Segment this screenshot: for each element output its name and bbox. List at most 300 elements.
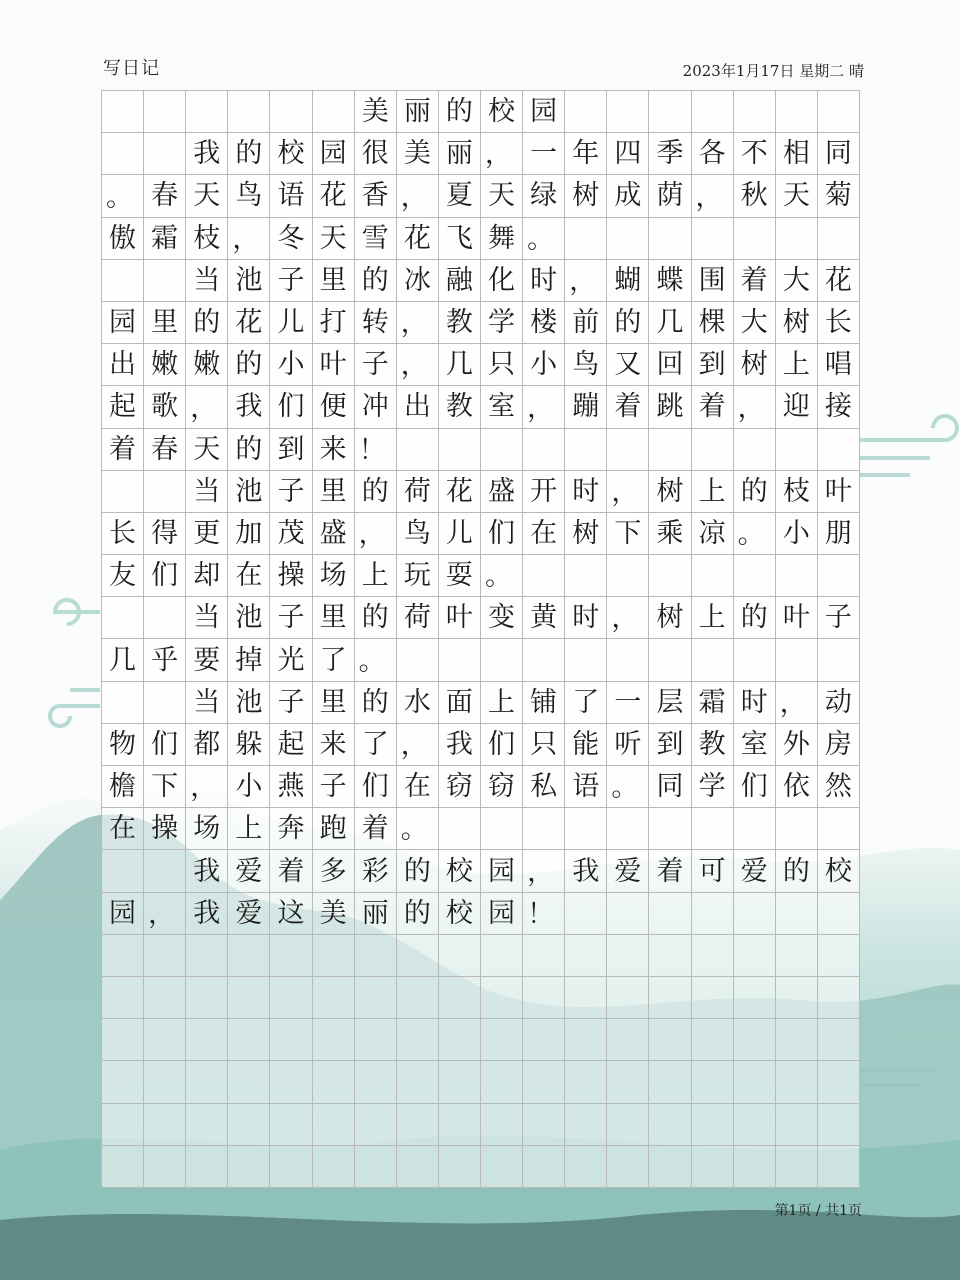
grid-cell bbox=[607, 977, 649, 1019]
grid-cell bbox=[818, 893, 860, 935]
grid-cell bbox=[481, 977, 523, 1019]
grid-cell bbox=[397, 977, 439, 1019]
grid-char: 同 bbox=[649, 766, 691, 808]
grid-char: 我 bbox=[186, 893, 228, 935]
grid-char: 相 bbox=[776, 133, 818, 175]
grid-cell bbox=[734, 893, 776, 935]
grid-cell bbox=[776, 1019, 818, 1061]
grid-char: 当 bbox=[186, 597, 228, 639]
grid-char: 树 bbox=[776, 302, 818, 344]
grid-char: 各 bbox=[692, 133, 734, 175]
grid-char: 了 bbox=[355, 724, 397, 766]
grid-cell bbox=[397, 639, 439, 681]
grid-cell bbox=[776, 91, 818, 133]
grid-cell bbox=[607, 91, 649, 133]
grid-cell bbox=[776, 1104, 818, 1146]
grid-char: 春 bbox=[144, 175, 186, 217]
grid-char: ， bbox=[481, 133, 523, 175]
grid-char: 在 bbox=[228, 555, 270, 597]
grid-char: 树 bbox=[565, 513, 607, 555]
grid-char: 园 bbox=[313, 133, 355, 175]
grid-char: 里 bbox=[313, 682, 355, 724]
grid-char: 却 bbox=[186, 555, 228, 597]
grid-char: 便 bbox=[313, 386, 355, 428]
grid-cell bbox=[565, 91, 607, 133]
grid-char: 接 bbox=[818, 386, 860, 428]
grid-char: 鸟 bbox=[228, 175, 270, 217]
grid-char: 躲 bbox=[228, 724, 270, 766]
grid-cell bbox=[397, 429, 439, 471]
grid-cell bbox=[607, 639, 649, 681]
grid-cell bbox=[439, 639, 481, 681]
grid-char: 盛 bbox=[481, 471, 523, 513]
grid-char: ！ bbox=[523, 893, 565, 935]
grid-cell bbox=[565, 935, 607, 977]
grid-cell bbox=[355, 977, 397, 1019]
grid-cell bbox=[102, 977, 144, 1019]
grid-cell bbox=[692, 218, 734, 260]
grid-char: 子 bbox=[270, 682, 312, 724]
grid-cell bbox=[818, 91, 860, 133]
grid-cell bbox=[102, 91, 144, 133]
grid-char: 学 bbox=[692, 766, 734, 808]
grid-cell bbox=[818, 1061, 860, 1103]
grid-char: 要 bbox=[186, 639, 228, 681]
grid-cell bbox=[776, 639, 818, 681]
grid-char: 着 bbox=[102, 429, 144, 471]
grid-char: 操 bbox=[144, 808, 186, 850]
grid-cell bbox=[313, 1061, 355, 1103]
grid-cell bbox=[607, 893, 649, 935]
grid-char: 花 bbox=[818, 260, 860, 302]
grid-cell bbox=[565, 639, 607, 681]
grid-cell bbox=[776, 1061, 818, 1103]
grid-cell bbox=[565, 893, 607, 935]
grid-cell bbox=[734, 808, 776, 850]
grid-char: 池 bbox=[228, 471, 270, 513]
grid-char: 上 bbox=[692, 471, 734, 513]
grid-char: 天 bbox=[481, 175, 523, 217]
grid-char: 小 bbox=[523, 344, 565, 386]
grid-char: 这 bbox=[270, 893, 312, 935]
grid-cell bbox=[102, 1019, 144, 1061]
grid-char: 私 bbox=[523, 766, 565, 808]
grid-char: 起 bbox=[102, 386, 144, 428]
grid-cell bbox=[481, 1019, 523, 1061]
grid-char: 荷 bbox=[397, 597, 439, 639]
grid-char: 们 bbox=[270, 386, 312, 428]
grid-cell bbox=[186, 1019, 228, 1061]
grid-char: ， bbox=[607, 597, 649, 639]
grid-char: 霜 bbox=[144, 218, 186, 260]
grid-char: 我 bbox=[439, 724, 481, 766]
grid-char: 跳 bbox=[649, 386, 691, 428]
grid-char: ， bbox=[607, 471, 649, 513]
grid-cell bbox=[776, 555, 818, 597]
grid-char: 荫 bbox=[649, 175, 691, 217]
grid-cell bbox=[649, 639, 691, 681]
grid-cell bbox=[144, 597, 186, 639]
grid-cell bbox=[523, 555, 565, 597]
grid-char: 我 bbox=[186, 133, 228, 175]
grid-char: 们 bbox=[144, 724, 186, 766]
grid-cell bbox=[692, 1104, 734, 1146]
grid-char: 奔 bbox=[270, 808, 312, 850]
grid-char: 依 bbox=[776, 766, 818, 808]
grid-cell bbox=[102, 471, 144, 513]
grid-char: 美 bbox=[397, 133, 439, 175]
grid-char: 。 bbox=[607, 766, 649, 808]
grid-char: 花 bbox=[397, 218, 439, 260]
grid-cell bbox=[692, 555, 734, 597]
grid-char: 上 bbox=[776, 344, 818, 386]
grid-char: 四 bbox=[607, 133, 649, 175]
grid-char: 。 bbox=[355, 639, 397, 681]
grid-char: 冰 bbox=[397, 260, 439, 302]
grid-char: 围 bbox=[692, 260, 734, 302]
grid-char: 来 bbox=[313, 724, 355, 766]
grid-cell bbox=[144, 91, 186, 133]
grid-cell bbox=[313, 977, 355, 1019]
grid-cell bbox=[607, 808, 649, 850]
grid-char: 们 bbox=[144, 555, 186, 597]
grid-char: 的 bbox=[355, 597, 397, 639]
grid-char: 子 bbox=[270, 597, 312, 639]
grid-char: 窃 bbox=[439, 766, 481, 808]
grid-cell bbox=[144, 1061, 186, 1103]
grid-char: ， bbox=[397, 344, 439, 386]
grid-char: 多 bbox=[313, 850, 355, 892]
grid-cell bbox=[692, 91, 734, 133]
grid-cell bbox=[565, 555, 607, 597]
grid-char: 到 bbox=[270, 429, 312, 471]
grid-cell bbox=[270, 91, 312, 133]
grid-char: 外 bbox=[776, 724, 818, 766]
grid-cell bbox=[397, 935, 439, 977]
grid-char: ， bbox=[397, 724, 439, 766]
grid-char: 爱 bbox=[734, 850, 776, 892]
grid-cell bbox=[818, 1019, 860, 1061]
grid-char: 叶 bbox=[439, 597, 481, 639]
grid-cell bbox=[228, 91, 270, 133]
grid-char: 。 bbox=[102, 175, 144, 217]
grid-char: 出 bbox=[102, 344, 144, 386]
grid-char: 。 bbox=[397, 808, 439, 850]
grid-cell bbox=[734, 639, 776, 681]
grid-char: 着 bbox=[734, 260, 776, 302]
grid-cell bbox=[649, 1061, 691, 1103]
grid-char: 前 bbox=[565, 302, 607, 344]
grid-char: 下 bbox=[607, 513, 649, 555]
grid-cell bbox=[565, 1104, 607, 1146]
grid-cell bbox=[607, 1146, 649, 1188]
grid-char: 的 bbox=[439, 91, 481, 133]
grid-char: 着 bbox=[270, 850, 312, 892]
grid-char: 我 bbox=[186, 850, 228, 892]
grid-char: ， bbox=[228, 218, 270, 260]
grid-char: ， bbox=[186, 766, 228, 808]
grid-cell bbox=[734, 1104, 776, 1146]
grid-char: 丽 bbox=[355, 893, 397, 935]
grid-char: 的 bbox=[355, 260, 397, 302]
grid-cell bbox=[692, 429, 734, 471]
grid-char: 跑 bbox=[313, 808, 355, 850]
grid-char: 叶 bbox=[818, 471, 860, 513]
grid-char: 池 bbox=[228, 260, 270, 302]
grid-char: 冲 bbox=[355, 386, 397, 428]
grid-char: 叶 bbox=[313, 344, 355, 386]
grid-char: 语 bbox=[270, 175, 312, 217]
grid-cell bbox=[734, 1146, 776, 1188]
grid-char: ， bbox=[144, 893, 186, 935]
grid-char: 树 bbox=[734, 344, 776, 386]
grid-char: 校 bbox=[439, 893, 481, 935]
grid-cell bbox=[439, 429, 481, 471]
grid-char: 同 bbox=[818, 133, 860, 175]
grid-cell bbox=[692, 808, 734, 850]
diary-label: 写日记 bbox=[103, 58, 160, 79]
grid-char: 回 bbox=[649, 344, 691, 386]
grid-cell bbox=[439, 1061, 481, 1103]
grid-char: 的 bbox=[607, 302, 649, 344]
grid-char: 当 bbox=[186, 260, 228, 302]
grid-cell bbox=[355, 1104, 397, 1146]
grid-char: 长 bbox=[102, 513, 144, 555]
grid-char: 们 bbox=[481, 724, 523, 766]
grid-cell bbox=[355, 935, 397, 977]
grid-char: 季 bbox=[649, 133, 691, 175]
grid-char: 成 bbox=[607, 175, 649, 217]
grid-cell bbox=[439, 1019, 481, 1061]
grid-char: 唱 bbox=[818, 344, 860, 386]
grid-cell bbox=[776, 1146, 818, 1188]
grid-char: 转 bbox=[355, 302, 397, 344]
grid-cell bbox=[186, 1146, 228, 1188]
grid-char: 香 bbox=[355, 175, 397, 217]
grid-char: 学 bbox=[481, 302, 523, 344]
grid-char: 几 bbox=[102, 639, 144, 681]
grid-cell bbox=[355, 1061, 397, 1103]
grid-char: 的 bbox=[734, 597, 776, 639]
grid-char: 时 bbox=[565, 597, 607, 639]
grid-cell bbox=[186, 91, 228, 133]
grid-cell bbox=[144, 935, 186, 977]
grid-char: 丽 bbox=[397, 91, 439, 133]
grid-cell bbox=[439, 1104, 481, 1146]
grid-cell bbox=[313, 1019, 355, 1061]
grid-cell bbox=[607, 935, 649, 977]
grid-cell bbox=[102, 1146, 144, 1188]
grid-cell bbox=[607, 555, 649, 597]
grid-char: 在 bbox=[397, 766, 439, 808]
grid-char: 楼 bbox=[523, 302, 565, 344]
grid-cell bbox=[270, 935, 312, 977]
grid-cell bbox=[481, 639, 523, 681]
grid-cell bbox=[144, 682, 186, 724]
grid-cell bbox=[649, 1019, 691, 1061]
grid-char: 来 bbox=[313, 429, 355, 471]
grid-char: 美 bbox=[355, 91, 397, 133]
grid-char: 的 bbox=[228, 133, 270, 175]
grid-char: 天 bbox=[186, 429, 228, 471]
grid-cell bbox=[397, 1019, 439, 1061]
grid-cell bbox=[439, 808, 481, 850]
grid-cell bbox=[818, 1146, 860, 1188]
grid-cell bbox=[565, 218, 607, 260]
grid-char: 嫩 bbox=[186, 344, 228, 386]
grid-cell bbox=[481, 429, 523, 471]
grid-cell bbox=[397, 1061, 439, 1103]
grid-cell bbox=[649, 893, 691, 935]
grid-char: 园 bbox=[481, 850, 523, 892]
grid-char: 当 bbox=[186, 471, 228, 513]
grid-char: 水 bbox=[397, 682, 439, 724]
grid-cell bbox=[439, 1146, 481, 1188]
grid-cell bbox=[270, 1104, 312, 1146]
grid-cell bbox=[776, 218, 818, 260]
grid-char: 得 bbox=[144, 513, 186, 555]
grid-char: 丽 bbox=[439, 133, 481, 175]
grid-char: 校 bbox=[481, 91, 523, 133]
grid-char: 教 bbox=[692, 724, 734, 766]
grid-char: 春 bbox=[144, 429, 186, 471]
grid-cell bbox=[144, 1104, 186, 1146]
grid-char: 大 bbox=[776, 260, 818, 302]
grid-char: 园 bbox=[102, 893, 144, 935]
grid-char: 园 bbox=[481, 893, 523, 935]
grid-char: 着 bbox=[649, 850, 691, 892]
grid-char: 里 bbox=[313, 260, 355, 302]
grid-char: 的 bbox=[397, 850, 439, 892]
grid-char: 们 bbox=[355, 766, 397, 808]
grid-char: 子 bbox=[270, 471, 312, 513]
grid-char: ， bbox=[692, 175, 734, 217]
grid-char: 更 bbox=[186, 513, 228, 555]
grid-char: 枝 bbox=[776, 471, 818, 513]
grid-char: 盛 bbox=[313, 513, 355, 555]
grid-char: 爱 bbox=[228, 893, 270, 935]
grid-cell bbox=[607, 1061, 649, 1103]
grid-char: 蝶 bbox=[649, 260, 691, 302]
grid-char: 里 bbox=[313, 471, 355, 513]
grid-char: 起 bbox=[270, 724, 312, 766]
grid-cell bbox=[776, 977, 818, 1019]
grid-char: 时 bbox=[734, 682, 776, 724]
grid-char: 校 bbox=[270, 133, 312, 175]
grid-char: ， bbox=[776, 682, 818, 724]
grid-char: 子 bbox=[270, 260, 312, 302]
grid-cell bbox=[776, 429, 818, 471]
grid-char: 小 bbox=[776, 513, 818, 555]
grid-char: 傲 bbox=[102, 218, 144, 260]
grid-cell bbox=[102, 597, 144, 639]
grid-char: 蝴 bbox=[607, 260, 649, 302]
grid-char: 上 bbox=[481, 682, 523, 724]
grid-char: 小 bbox=[228, 766, 270, 808]
grid-char: 上 bbox=[355, 555, 397, 597]
grid-char: 飞 bbox=[439, 218, 481, 260]
grid-char: 年 bbox=[565, 133, 607, 175]
grid-char: 美 bbox=[313, 893, 355, 935]
grid-cell bbox=[818, 555, 860, 597]
grid-cell bbox=[144, 471, 186, 513]
grid-char: 窃 bbox=[481, 766, 523, 808]
grid-cell bbox=[355, 1146, 397, 1188]
grid-cell bbox=[102, 1061, 144, 1103]
grid-char: 铺 bbox=[523, 682, 565, 724]
grid-cell bbox=[649, 91, 691, 133]
grid-char: 面 bbox=[439, 682, 481, 724]
grid-cell bbox=[313, 91, 355, 133]
grid-cell bbox=[102, 133, 144, 175]
grid-char: 爱 bbox=[607, 850, 649, 892]
grid-char: 听 bbox=[607, 724, 649, 766]
grid-char: 耍 bbox=[439, 555, 481, 597]
grid-char: 鸟 bbox=[565, 344, 607, 386]
grid-char: 嫩 bbox=[144, 344, 186, 386]
grid-cell bbox=[228, 1019, 270, 1061]
grid-cell bbox=[565, 429, 607, 471]
grid-cell bbox=[523, 935, 565, 977]
grid-cell bbox=[186, 977, 228, 1019]
grid-char: ， bbox=[397, 175, 439, 217]
grid-cell bbox=[481, 1061, 523, 1103]
grid-char: 在 bbox=[523, 513, 565, 555]
grid-cell bbox=[523, 808, 565, 850]
grid-cell bbox=[228, 1146, 270, 1188]
grid-char: 又 bbox=[607, 344, 649, 386]
grid-char: 花 bbox=[313, 175, 355, 217]
grid-char: 我 bbox=[228, 386, 270, 428]
grid-cell bbox=[355, 1019, 397, 1061]
grid-char: 雪 bbox=[355, 218, 397, 260]
grid-char: 花 bbox=[439, 471, 481, 513]
grid-char: 变 bbox=[481, 597, 523, 639]
grid-char: 燕 bbox=[270, 766, 312, 808]
grid-cell bbox=[818, 218, 860, 260]
grid-char: 下 bbox=[144, 766, 186, 808]
grid-cell bbox=[270, 1061, 312, 1103]
grid-cell bbox=[607, 1104, 649, 1146]
grid-char: 了 bbox=[565, 682, 607, 724]
grid-char: 加 bbox=[228, 513, 270, 555]
grid-cell bbox=[228, 935, 270, 977]
grid-char: 园 bbox=[523, 91, 565, 133]
grid-cell bbox=[523, 639, 565, 681]
grid-char: 操 bbox=[270, 555, 312, 597]
grid-cell bbox=[818, 1104, 860, 1146]
grid-char: 上 bbox=[692, 597, 734, 639]
grid-cell bbox=[818, 935, 860, 977]
grid-cell bbox=[649, 429, 691, 471]
grid-char: 小 bbox=[270, 344, 312, 386]
grid-char: 里 bbox=[144, 302, 186, 344]
grid-char: 天 bbox=[313, 218, 355, 260]
grid-char: 叶 bbox=[776, 597, 818, 639]
grid-char: 舞 bbox=[481, 218, 523, 260]
grid-char: 彩 bbox=[355, 850, 397, 892]
cloud-swirl-right bbox=[860, 416, 957, 475]
grid-cell bbox=[734, 555, 776, 597]
grid-char: 语 bbox=[565, 766, 607, 808]
grid-cell bbox=[692, 1061, 734, 1103]
grid-char: 都 bbox=[186, 724, 228, 766]
grid-cell bbox=[523, 1061, 565, 1103]
grid-cell bbox=[734, 218, 776, 260]
grid-char: 只 bbox=[481, 344, 523, 386]
grid-char: 教 bbox=[439, 302, 481, 344]
grid-char: 教 bbox=[439, 386, 481, 428]
